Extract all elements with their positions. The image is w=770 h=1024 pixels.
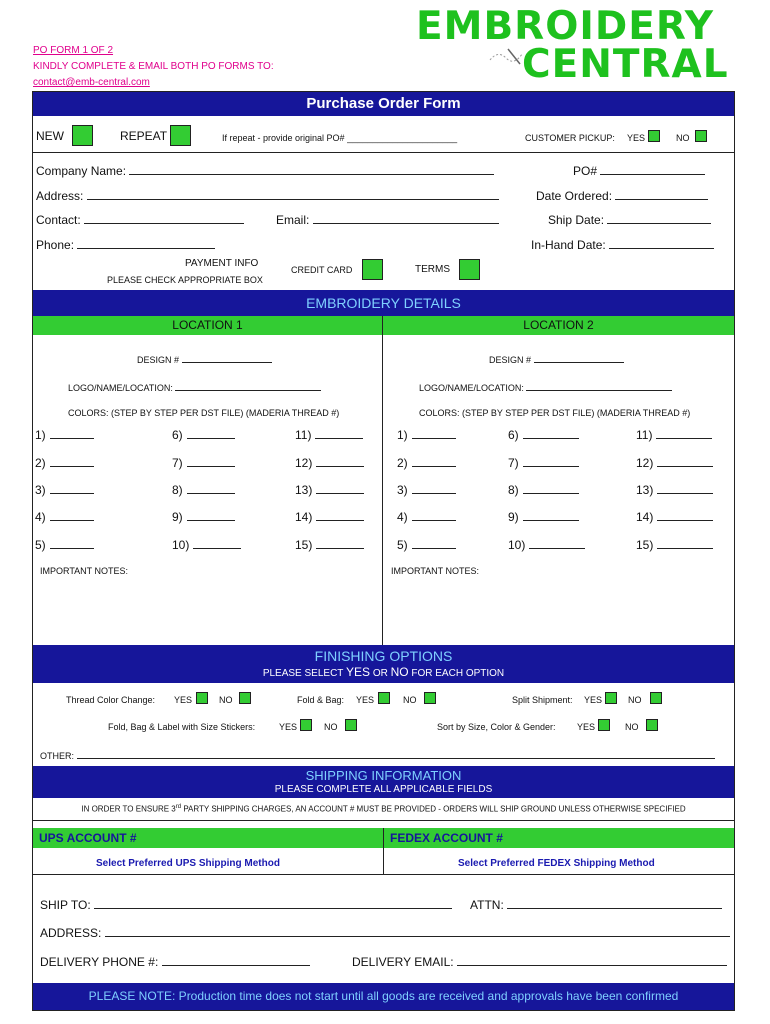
thread-no-label: NO bbox=[219, 695, 233, 705]
new-checkbox[interactable] bbox=[72, 125, 93, 146]
ups-account-field[interactable] bbox=[33, 828, 383, 848]
loc2-color-9-field[interactable] bbox=[508, 510, 579, 524]
payment-info-label: PAYMENT INFO bbox=[185, 258, 259, 269]
finishing-subtitle: PLEASE SELECT YES OR NO FOR EACH OPTION bbox=[262, 665, 505, 679]
loc1-colors-label: COLORS: (STEP BY STEP PER DST FILE) (MADERIA THREAD #) bbox=[68, 408, 340, 418]
email-label: Email: bbox=[276, 213, 310, 227]
pickup-yes-checkbox[interactable] bbox=[648, 130, 660, 142]
delivery-phone-field[interactable]: DELIVERY PHONE #: bbox=[40, 955, 310, 969]
repeat-label: REPEAT bbox=[120, 129, 168, 143]
loc1-color-10-label: 10) bbox=[172, 538, 190, 552]
loc2-color-11-label: 11) bbox=[636, 428, 653, 442]
loc2-color-3-field[interactable] bbox=[397, 483, 456, 497]
form-number: PO FORM 1 OF 2 bbox=[33, 45, 114, 56]
loc1-color-7-label: 7) bbox=[172, 456, 183, 470]
credit-card-label: CREDIT CARD bbox=[291, 265, 353, 275]
fedex-method-select[interactable]: Select Preferred FEDEX Shipping Method bbox=[458, 858, 655, 869]
terms-checkbox[interactable] bbox=[459, 259, 480, 280]
loc1-color-8-label: 8) bbox=[172, 483, 183, 497]
form-title: Purchase Order Form bbox=[33, 92, 734, 116]
loc1-color-15-field[interactable] bbox=[295, 538, 364, 552]
fold-bag-yes-checkbox[interactable] bbox=[378, 692, 390, 704]
loc2-color-11-field[interactable] bbox=[636, 428, 712, 442]
loc2-color-4-field[interactable] bbox=[397, 510, 456, 524]
ups-account-label: UPS ACCOUNT # bbox=[39, 831, 137, 845]
fedex-account-label: FEDEX ACCOUNT # bbox=[390, 831, 503, 845]
loc1-color-2-field[interactable] bbox=[35, 456, 94, 470]
loc2-color-15-field[interactable] bbox=[636, 538, 713, 552]
loc1-color-13-label: 13) bbox=[295, 483, 313, 497]
loc1-color-10-field[interactable] bbox=[172, 538, 241, 552]
loc2-color-10-label: 10) bbox=[508, 538, 526, 552]
loc2-design-field[interactable]: DESIGN # bbox=[489, 353, 624, 365]
loc2-color-4-label: 4) bbox=[397, 510, 408, 524]
loc1-color-3-label: 3) bbox=[35, 483, 46, 497]
fold-label-yes-checkbox[interactable] bbox=[300, 719, 312, 731]
loc1-color-4-field[interactable] bbox=[35, 510, 94, 524]
loc2-color-2-field[interactable] bbox=[397, 456, 456, 470]
loc2-color-6-field[interactable] bbox=[508, 428, 579, 442]
split-yes-checkbox[interactable] bbox=[605, 692, 617, 704]
location-divider bbox=[382, 316, 383, 645]
loc2-notes-label: IMPORTANT NOTES: bbox=[391, 566, 480, 576]
pickup-no-label: NO bbox=[676, 133, 690, 143]
po-field[interactable] bbox=[573, 164, 705, 178]
contact-email-link[interactable]: contact@emb-central.com bbox=[33, 77, 150, 88]
phone-field[interactable] bbox=[36, 238, 215, 252]
divider bbox=[33, 874, 734, 875]
contact-field[interactable] bbox=[36, 213, 244, 227]
divider bbox=[33, 820, 734, 821]
shipping-note: IN ORDER TO ENSURE 3rd PARTY SHIPPING CHARGES, AN ACCOUNT # MUST BE PROVIDED - ORDERS WILL SHIP GROUND UNLESS OTHERWISE SPECIFIED bbox=[81, 804, 686, 814]
shipping-subtitle: PLEASE COMPLETE ALL APPLICABLE FIELDS bbox=[274, 784, 493, 795]
ship-to-field[interactable]: SHIP TO: bbox=[40, 898, 452, 912]
shipping-title: SHIPPING INFORMATION bbox=[305, 768, 462, 783]
location2-header: LOCATION 2 bbox=[383, 316, 734, 335]
address-field[interactable] bbox=[36, 189, 499, 203]
needle-thread-icon bbox=[486, 46, 526, 68]
loc1-color-9-label: 9) bbox=[172, 510, 183, 524]
ship-date-field[interactable] bbox=[548, 213, 711, 227]
finishing-header bbox=[33, 645, 734, 683]
loc1-color-14-label: 14) bbox=[295, 510, 313, 524]
carrier-divider bbox=[383, 828, 384, 874]
loc2-color-8-field[interactable] bbox=[508, 483, 579, 497]
loc1-color-11-label: 11) bbox=[295, 428, 312, 442]
po-label: PO# bbox=[573, 164, 598, 178]
sort-label: Sort by Size, Color & Gender: bbox=[437, 722, 556, 732]
fold-bag-no-checkbox[interactable] bbox=[424, 692, 436, 704]
divider bbox=[33, 152, 734, 153]
loc1-color-3-field[interactable] bbox=[35, 483, 94, 497]
date-ordered-field[interactable] bbox=[536, 189, 708, 203]
loc1-design-field[interactable]: DESIGN # bbox=[137, 353, 272, 365]
shipping-header bbox=[33, 766, 734, 798]
in-hand-date-field[interactable] bbox=[531, 238, 714, 252]
loc1-color-6-label: 6) bbox=[172, 428, 183, 442]
split-shipment-label: Split Shipment: bbox=[512, 695, 573, 705]
split-no-label: NO bbox=[628, 695, 642, 705]
repeat-checkbox[interactable] bbox=[170, 125, 191, 146]
loc2-colors-label: COLORS: (STEP BY STEP PER DST FILE) (MADERIA THREAD #) bbox=[419, 408, 691, 418]
new-label: NEW bbox=[36, 129, 64, 143]
loc2-color-14-field[interactable] bbox=[636, 510, 713, 524]
instruction-text: KINDLY COMPLETE & EMAIL BOTH PO FORMS TO: bbox=[33, 61, 274, 72]
pickup-label: CUSTOMER PICKUP: bbox=[525, 133, 615, 143]
loc2-color-9-label: 9) bbox=[508, 510, 519, 524]
loc2-color-6-label: 6) bbox=[508, 428, 519, 442]
loc1-color-8-field[interactable] bbox=[172, 483, 235, 497]
loc2-color-12-label: 12) bbox=[636, 456, 654, 470]
loc2-color-1-label: 1) bbox=[397, 428, 408, 442]
ship-address-field[interactable]: ADDRESS: bbox=[40, 926, 730, 940]
ship-date-label: Ship Date: bbox=[548, 213, 605, 227]
logo-line2: CENTRAL bbox=[522, 42, 729, 87]
location1-header: LOCATION 1 bbox=[33, 316, 382, 335]
payment-hint: PLEASE CHECK APPROPRIATE BOX bbox=[107, 275, 263, 285]
loc1-color-12-field[interactable] bbox=[295, 456, 364, 470]
delivery-email-field[interactable]: DELIVERY EMAIL: bbox=[352, 955, 727, 969]
repeat-po-hint: If repeat - provide original PO# ______________________ bbox=[222, 133, 458, 143]
email-field[interactable] bbox=[276, 213, 499, 227]
terms-label: TERMS bbox=[415, 264, 450, 275]
fold-bag-no-label: NO bbox=[403, 695, 417, 705]
loc1-notes-label: IMPORTANT NOTES: bbox=[40, 566, 129, 576]
sort-yes-checkbox[interactable] bbox=[598, 719, 610, 731]
loc2-color-14-label: 14) bbox=[636, 510, 654, 524]
loc1-color-9-field[interactable] bbox=[172, 510, 235, 524]
loc2-color-2-label: 2) bbox=[397, 456, 408, 470]
embroidery-title: EMBROIDERY DETAILS bbox=[33, 290, 734, 316]
loc1-color-6-field[interactable] bbox=[172, 428, 235, 442]
loc2-color-7-label: 7) bbox=[508, 456, 519, 470]
fold-label-no-label: NO bbox=[324, 722, 338, 732]
phone-label: Phone: bbox=[36, 238, 75, 252]
split-no-checkbox[interactable] bbox=[650, 692, 662, 704]
sort-yes-label: YES bbox=[577, 722, 596, 732]
loc2-color-1-field[interactable] bbox=[397, 428, 456, 442]
loc1-color-14-field[interactable] bbox=[295, 510, 364, 524]
loc2-color-15-label: 15) bbox=[636, 538, 654, 552]
loc2-color-3-label: 3) bbox=[397, 483, 408, 497]
loc2-color-5-field[interactable] bbox=[397, 538, 456, 552]
loc1-logo-field[interactable]: LOGO/NAME/LOCATION: bbox=[68, 381, 321, 393]
company-field[interactable] bbox=[36, 164, 494, 178]
pickup-yes-label: YES bbox=[627, 133, 646, 143]
finishing-title: FINISHING OPTIONS bbox=[314, 648, 453, 664]
loc1-color-1-label: 1) bbox=[35, 428, 46, 442]
sort-no-checkbox[interactable] bbox=[646, 719, 658, 731]
loc1-color-5-label: 5) bbox=[35, 538, 46, 552]
fedex-account-field[interactable] bbox=[384, 828, 734, 848]
loc2-color-5-label: 5) bbox=[397, 538, 408, 552]
loc2-color-13-label: 13) bbox=[636, 483, 654, 497]
logo-line1: EMBROIDERY bbox=[416, 4, 715, 49]
thread-no-checkbox[interactable] bbox=[239, 692, 251, 704]
fold-label-yes-label: YES bbox=[279, 722, 298, 732]
ups-method-select[interactable]: Select Preferred UPS Shipping Method bbox=[96, 858, 280, 869]
loc1-color-15-label: 15) bbox=[295, 538, 313, 552]
other-field[interactable]: OTHER: bbox=[40, 749, 715, 761]
sort-no-label: NO bbox=[625, 722, 639, 732]
loc1-color-5-field[interactable] bbox=[35, 538, 94, 552]
footer-note: PLEASE NOTE: Production time does not start until all goods are received and approvals have been confirmed bbox=[33, 983, 734, 1010]
company-label: Company Name: bbox=[36, 164, 127, 178]
loc2-color-7-field[interactable] bbox=[508, 456, 579, 470]
thread-yes-checkbox[interactable] bbox=[196, 692, 208, 704]
loc1-color-11-field[interactable] bbox=[295, 428, 363, 442]
pickup-no-checkbox[interactable] bbox=[695, 130, 707, 142]
fold-label-stickers-label: Fold, Bag & Label with Size Stickers: bbox=[108, 722, 256, 732]
attn-field[interactable]: ATTN: bbox=[470, 898, 722, 912]
date-ordered-label: Date Ordered: bbox=[536, 189, 613, 203]
loc1-color-12-label: 12) bbox=[295, 456, 313, 470]
loc1-color-4-label: 4) bbox=[35, 510, 46, 524]
fold-bag-yes-label: YES bbox=[356, 695, 375, 705]
loc2-logo-field[interactable]: LOGO/NAME/LOCATION: bbox=[419, 381, 672, 393]
loc2-color-10-field[interactable] bbox=[508, 538, 585, 552]
in-hand-date-label: In-Hand Date: bbox=[531, 238, 606, 252]
address-label: Address: bbox=[36, 189, 84, 203]
loc1-color-13-field[interactable] bbox=[295, 483, 364, 497]
thread-change-label: Thread Color Change: bbox=[66, 695, 156, 705]
fold-bag-label: Fold & Bag: bbox=[297, 695, 345, 705]
loc1-color-1-field[interactable] bbox=[35, 428, 94, 442]
loc2-color-12-field[interactable] bbox=[636, 456, 713, 470]
fold-label-no-checkbox[interactable] bbox=[345, 719, 357, 731]
loc1-color-7-field[interactable] bbox=[172, 456, 235, 470]
loc2-color-8-label: 8) bbox=[508, 483, 519, 497]
split-yes-label: YES bbox=[584, 695, 603, 705]
loc1-color-2-label: 2) bbox=[35, 456, 46, 470]
credit-card-checkbox[interactable] bbox=[362, 259, 383, 280]
thread-yes-label: YES bbox=[174, 695, 193, 705]
loc2-color-13-field[interactable] bbox=[636, 483, 713, 497]
contact-label: Contact: bbox=[36, 213, 81, 227]
